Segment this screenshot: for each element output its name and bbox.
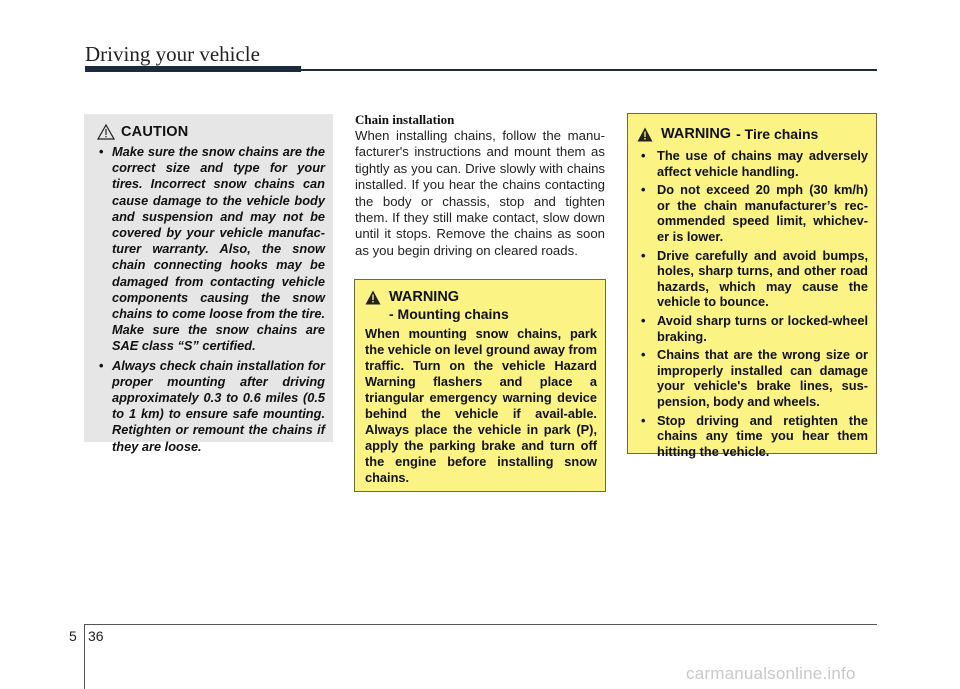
warning-tire-item-3: • Drive carefully and avoid bumps, holes, sharp turns, and other road hazards, which may cause the vehicle to bounce.: [637, 248, 868, 310]
header-rule: [301, 69, 877, 71]
warning-mounting-header: [365, 289, 597, 305]
warning-tire-item-2: • Do not exceed 20 mph (30 km/h) or the chain manufacturer’s rec-ommended speed limit, whichev-er is lower.: [637, 182, 868, 244]
caution-item-2: • Always check chain installation for proper mounting after driving approximately 0.3 to 0.6 miles (0.5 to 1 km) to ensure safe mounting. Retighten or remount the chains if they are loose.: [93, 358, 325, 455]
warning-tire-header: [637, 126, 868, 142]
warning-tire-item-6: • Stop driving and retighten the chains any time you hear them hitting the vehicle.: [637, 413, 868, 460]
footer-rule: [85, 624, 877, 625]
warning-tire-list: [637, 148, 868, 459]
warning-filled-triangle-icon: [637, 127, 653, 142]
warning-tire-item-1: • The use of chains may adversely affect vehicle handling.: [637, 148, 868, 179]
caution-title: CAUTION: [121, 124, 189, 140]
warning-mounting-title: WARNING: [389, 289, 460, 305]
page-header-title: Driving your vehicle: [85, 42, 260, 66]
header-accent-bar: [85, 66, 301, 72]
chain-installation-heading: Chain installation: [355, 112, 455, 127]
warning-mounting-subtitle: - Mounting chains: [389, 306, 509, 322]
page-number: 36: [88, 628, 104, 644]
watermark: carmanualsonline.info: [686, 664, 856, 683]
warning-tire-item-5: • Chains that are the wrong size or improperly installed can damage your vehicle's brake lines, sus-pension, body and wheels.: [637, 347, 868, 409]
warning-mounting-box: [354, 279, 606, 492]
caution-list: [93, 144, 325, 455]
warning-tire-item-4: • Avoid sharp turns or locked-wheel braking.: [637, 313, 868, 344]
chain-installation-body: When installing chains, follow the manu-facturer's instructions and mount them as tightly as you can. Drive slowly with chains installed. If you hear the chains contacting the body or chassis, stop and tighten them. If they still make contact, slow down until it stops. Remove the chains as soon as you begin driving on cleared roads.: [355, 128, 605, 258]
warning-filled-triangle-icon: [365, 290, 381, 305]
warning-tire-subtitle: - Tire chains: [736, 126, 819, 142]
chapter-number: 5: [69, 628, 77, 644]
warning-tire-title: WARNING: [661, 126, 732, 142]
caution-outline-triangle-icon: [97, 124, 115, 140]
caution-header: [97, 124, 325, 140]
footer-divider: [84, 624, 85, 689]
warning-mounting-body: When mounting snow chains, park the vehicle on level ground away from traffic. Turn on the vehicle Hazard Warning flashers and place a triangular emergency warning device behind the vehicle if avail-able. Always place the vehicle in park (P), apply the parking brake and turn off the engine before installing snow chains.: [365, 326, 597, 485]
warning-tire-box: [627, 113, 877, 459]
caution-box: [84, 114, 333, 454]
caution-item-1: • Make sure the snow chains are the correct size and type for your tires. Incorrect snow chains can cause damage to the vehicle body and suspension and may not be covered by your vehicle manufac-turer warranty. Also, the snow chain connecting hooks may be damaged from contacting vehicle components causing the snow chains to come loose from the tire. Make sure the snow chains are SAE class “S” certified.: [93, 144, 325, 355]
